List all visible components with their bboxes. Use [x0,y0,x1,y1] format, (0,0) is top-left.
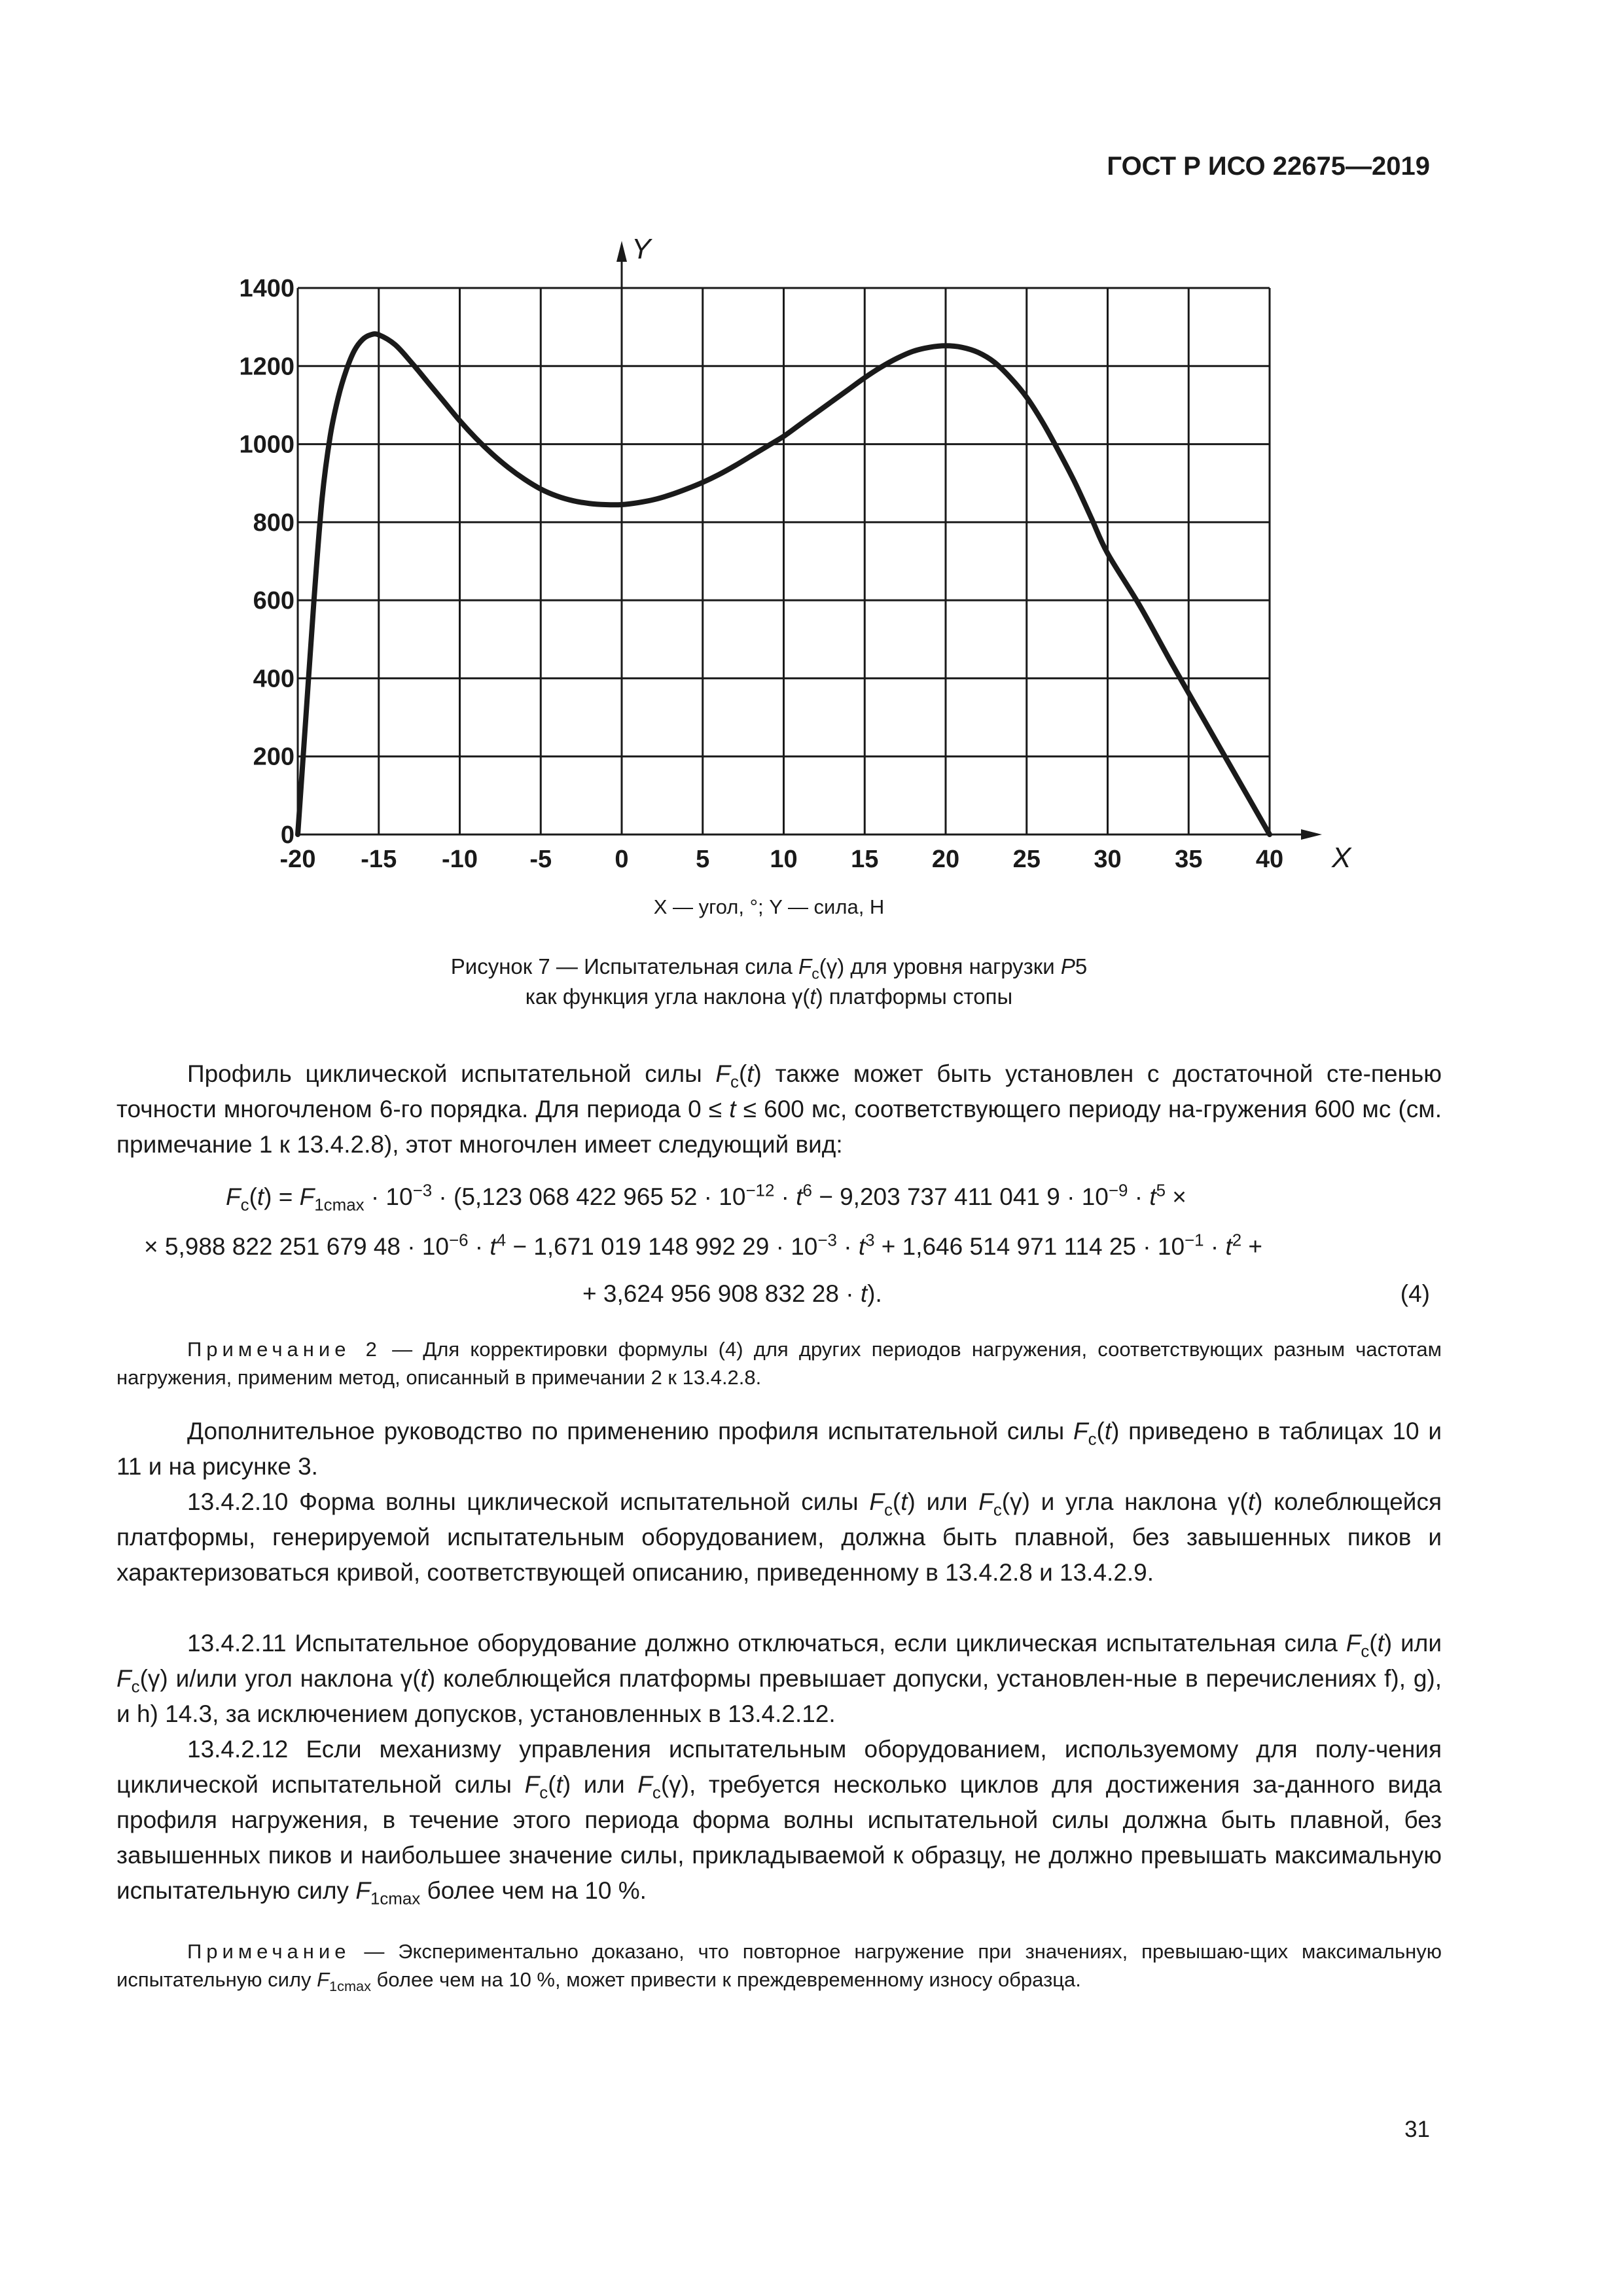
document-code-header: ГОСТ Р ИСО 22675—2019 [1107,152,1430,181]
y-tick-label: 1400 [239,275,294,302]
x-tick-label: 15 [851,846,879,873]
figure-caption: Рисунок 7 — Испытательная сила $F_c(\gamma)$ для уровня нагрузки P5 как функция угла наклона γ(t) платформы стопы [450,954,1088,1009]
x-tick-label: 40 [1255,846,1284,873]
x-tick-label: 5 [696,846,710,873]
x-tick-label: 30 [1094,846,1122,873]
y-tick-label: 1200 [239,353,294,381]
x-tick-label: -15 [361,846,397,873]
page-number: 31 [1404,2117,1430,2142]
x-axis-arrow-icon [1301,829,1322,840]
force-angle-chart [216,216,1351,884]
x-tick-label: 10 [770,846,798,873]
x-tick-label: -5 [529,846,552,873]
x-tick-label: -10 [442,846,478,873]
formula-number: (4) [1400,1280,1430,1307]
x-tick-label: 20 [931,846,960,873]
y-tick-label: 0 [280,821,294,849]
formula-line-3: + 3,624 956 908 832 28 · t). [582,1280,882,1307]
formula-line-1: $F_c(t) = F_{1cmax} \cdot 10^{-3} \cdot (5,123$ 068 422 965 $52 \cdot 10^{-12} \cdot t^6 - 9,203$ 737 411 041 $9 \cdot 10^{-9} \cdot t^5$ × [226,1181,1186,1215]
y-axis-name: Y [632,233,651,265]
x-tick-label: 25 [1012,846,1041,873]
paragraph-additional-guidance: Дополнительное руководство по применению профиля испытательной силы $F_c(t)$ приведено в таблицах 10 и 11 и на рисунке 3. [116,1418,1442,1480]
x-tick-label: 0 [615,846,629,873]
y-tick-label: 600 [253,587,294,615]
x-axis-name: X [1332,842,1351,874]
x-tick-label: 35 [1175,846,1203,873]
paragraph-polynomial-intro: Профиль циклической испытательной силы $F_c(t)$ также может быть установлен с достаточной сте-пенью точности многочленом 6-го порядка. Для периода 0 ≤ t ≤ 600 мс, соответствующего периоду на-гружения 600 мс (см. примечание 1 к 13.4.2.8), этот многочлен имеет следующий вид: [116,1060,1442,1158]
y-axis-arrow-icon [616,241,627,262]
y-tick-label: 1000 [239,431,294,459]
formula-line-2: × 5,988 822 251 679 $48 \cdot 10^{-6} \cdot t^4 - 1,671$ 019 148 992 $29 \cdot 10^{-3} \cdot t^3 + 1,646$ 514 971 114 $25 \cdot 10^{-1} \cdot t^2$ + [144,1231,1263,1260]
note-final: Примечание — Экспериментально доказано, что повторное нагружение при значениях, превышаю-щих максимальную испытательную силу $F_{1cmax}$ более чем на 10 %, может привести к преждевременному износу образца. [116,1940,1442,1995]
chart-legend-text: X — угол, °; Y — сила, Н [653,895,885,918]
y-tick-label: 200 [253,743,294,771]
paragraph-13-4-2-10: 13.4.2.10 Форма волны циклической испытательной силы $F_c(t)$ или $F_c(\gamma)$ и угла наклона γ(t) колеблющейся платформы, генерируемой испытательным оборудованием, должна быть плавной, без завышенных пиков и характеризоваться кривой, соответствующей описанию, приведенному в 13.4.2.8 и 13.4.2.9. [116,1488,1442,1586]
paragraph-13-4-2-12: 13.4.2.12 Если механизму управления испытательным оборудованием, используемому для полу-чения циклической испытательной силы $F_c(t)$ или $F_c(\gamma)$, требуется несколько циклов для достижения за-данного вида профиля нагружения, в течение этого периода форма волны испытательной силы должна быть плавной, без завышенных пиков и наибольшее значение силы, прикладываемой к образцу, не должно превышать максимальную испытательную силу $F_{1cmax}$ более чем на 10 %. [116,1736,1442,1909]
paragraph-13-4-2-11: 13.4.2.11 Испытательное оборудование должно отключаться, если циклическая испытательная сила $F_c(t)$ или $F_c(\gamma)$ и/или угол наклона γ(t) колеблющейся платформы превышает допуски, установлен-ные в перечислениях f), g), и h) 14.3, за исключением допусков, установленных в 13.4.2.12. [116,1630,1442,1727]
x-tick-label: -20 [279,846,316,873]
y-tick-label: 800 [253,509,294,537]
y-tick-label: 400 [253,665,294,693]
note-2: Примечание 2 — Для корректировки формулы (4) для других периодов нагружения, соответствующих разным частотам нагружения, применим метод, описанный в примечании 2 к 13.4.2.8. [116,1338,1442,1389]
